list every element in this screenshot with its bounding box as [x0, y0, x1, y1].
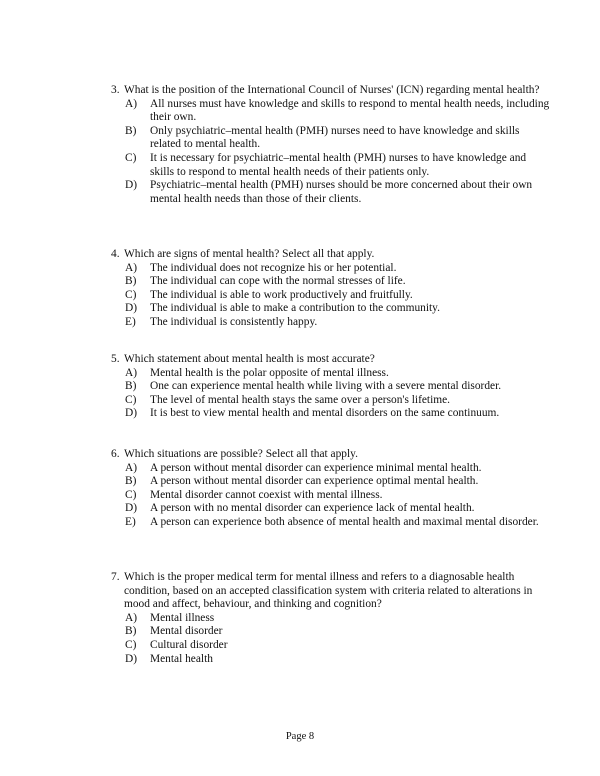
option-text: A person with no mental disorder can experience lack of mental health.: [150, 502, 475, 515]
option-text: A person can experience both absence of mental health and maximal mental disorder.: [150, 515, 539, 528]
option-label: A): [125, 366, 138, 379]
option-a: [111, 612, 551, 626]
option-d: [111, 653, 551, 667]
option-b: [111, 380, 551, 394]
question-number: 6.: [111, 448, 120, 460]
option-label: A): [125, 261, 138, 274]
question-text: Which are signs of mental health? Select all that apply.: [124, 248, 375, 260]
option-label: C): [125, 288, 137, 301]
option-c: [111, 489, 551, 503]
question-text: What is the position of the International Council of Nurses' (ICN) regarding mental health?: [124, 84, 540, 96]
question-stem: [111, 448, 551, 462]
option-text: Mental health is the polar opposite of mental illness.: [150, 366, 389, 379]
option-e: [111, 516, 551, 530]
option-a: [111, 98, 551, 125]
option-label: B): [125, 275, 137, 288]
option-c: [111, 394, 551, 408]
question-text: Which is the proper medical term for mental illness and refers to a diagnosable health condition, based on an accepted classification system with criteria related to alterations in mood and affect, behaviour, and thinking and cognition?: [124, 571, 533, 611]
question-7: [111, 571, 551, 666]
question-text: Which statement about mental health is most accurate?: [124, 353, 375, 365]
option-b: [111, 125, 551, 152]
option-list: [111, 612, 551, 666]
option-text: Only psychiatric–mental health (PMH) nurses need to have knowledge and skills related to mental health.: [150, 124, 520, 151]
option-text: It is best to view mental health and mental disorders on the same continuum.: [150, 407, 500, 420]
option-text: Mental illness: [150, 611, 215, 624]
option-text: It is necessary for psychiatric–mental health (PMH) nurses to have knowledge and skills to respond to mental health needs of their patients only.: [150, 151, 527, 178]
question-5: [111, 353, 551, 421]
question-3: [111, 84, 551, 206]
option-label: A): [125, 611, 138, 624]
option-c: [111, 289, 551, 303]
question-number: 4.: [111, 248, 120, 260]
option-list: [111, 262, 551, 330]
option-a: [111, 262, 551, 276]
option-d: [111, 407, 551, 421]
option-label: B): [125, 475, 137, 488]
option-a: [111, 462, 551, 476]
option-text: Mental health: [150, 652, 213, 665]
question-number: 3.: [111, 84, 120, 96]
option-text: A person without mental disorder can experience minimal mental health.: [150, 461, 482, 474]
question-stem: [111, 353, 551, 367]
option-text: Cultural disorder: [150, 638, 228, 651]
option-list: [111, 98, 551, 207]
option-list: [111, 367, 551, 421]
option-d: [111, 502, 551, 516]
option-label: E): [125, 315, 136, 328]
option-label: D): [125, 502, 138, 515]
option-label: D): [125, 302, 138, 315]
option-label: A): [125, 461, 138, 474]
question-stem: [111, 248, 551, 262]
option-label: C): [125, 393, 137, 406]
option-d: [111, 179, 551, 206]
option-label: D): [125, 179, 138, 192]
option-d: [111, 302, 551, 316]
option-b: [111, 625, 551, 639]
option-text: A person without mental disorder can experience optimal mental health.: [150, 475, 479, 488]
option-label: C): [125, 488, 137, 501]
option-label: D): [125, 407, 138, 420]
option-label: C): [125, 638, 137, 651]
question-text: Which situations are possible? Select all that apply.: [124, 448, 358, 460]
option-text: The individual is able to make a contribution to the community.: [150, 302, 440, 315]
option-text: The individual can cope with the normal stresses of life.: [150, 275, 406, 288]
option-text: One can experience mental health while living with a severe mental disorder.: [150, 380, 502, 393]
option-list: [111, 462, 551, 530]
option-label: B): [125, 124, 137, 137]
option-label: B): [125, 625, 137, 638]
option-a: [111, 367, 551, 381]
option-label: E): [125, 515, 136, 528]
option-text: The individual does not recognize his or her potential.: [150, 261, 397, 274]
option-c: [111, 639, 551, 653]
question-number: 7.: [111, 571, 120, 583]
option-text: All nurses must have knowledge and skills to respond to mental health needs, including their own.: [150, 97, 550, 124]
question-stem: [111, 571, 551, 612]
option-b: [111, 275, 551, 289]
question-6: [111, 448, 551, 530]
page-number: Page 8: [285, 731, 315, 742]
question-4: [111, 248, 551, 330]
option-label: C): [125, 151, 137, 164]
option-text: Psychiatric–mental health (PMH) nurses should be more concerned about their own mental health needs than those of their clients.: [150, 179, 533, 205]
question-number: 5.: [111, 353, 120, 365]
option-text: Mental disorder cannot coexist with mental illness.: [150, 488, 383, 501]
option-text: The level of mental health stays the same over a person's lifetime.: [150, 393, 451, 406]
option-b: [111, 475, 551, 489]
option-c: [111, 152, 551, 179]
option-label: A): [125, 97, 138, 110]
option-e: [111, 316, 551, 330]
option-label: D): [125, 652, 138, 665]
option-label: B): [125, 380, 137, 393]
option-text: The individual is able to work productively and fruitfully.: [150, 288, 413, 301]
option-text: The individual is consistently happy.: [150, 315, 318, 328]
question-stem: [111, 84, 551, 98]
option-text: Mental disorder: [150, 625, 223, 638]
